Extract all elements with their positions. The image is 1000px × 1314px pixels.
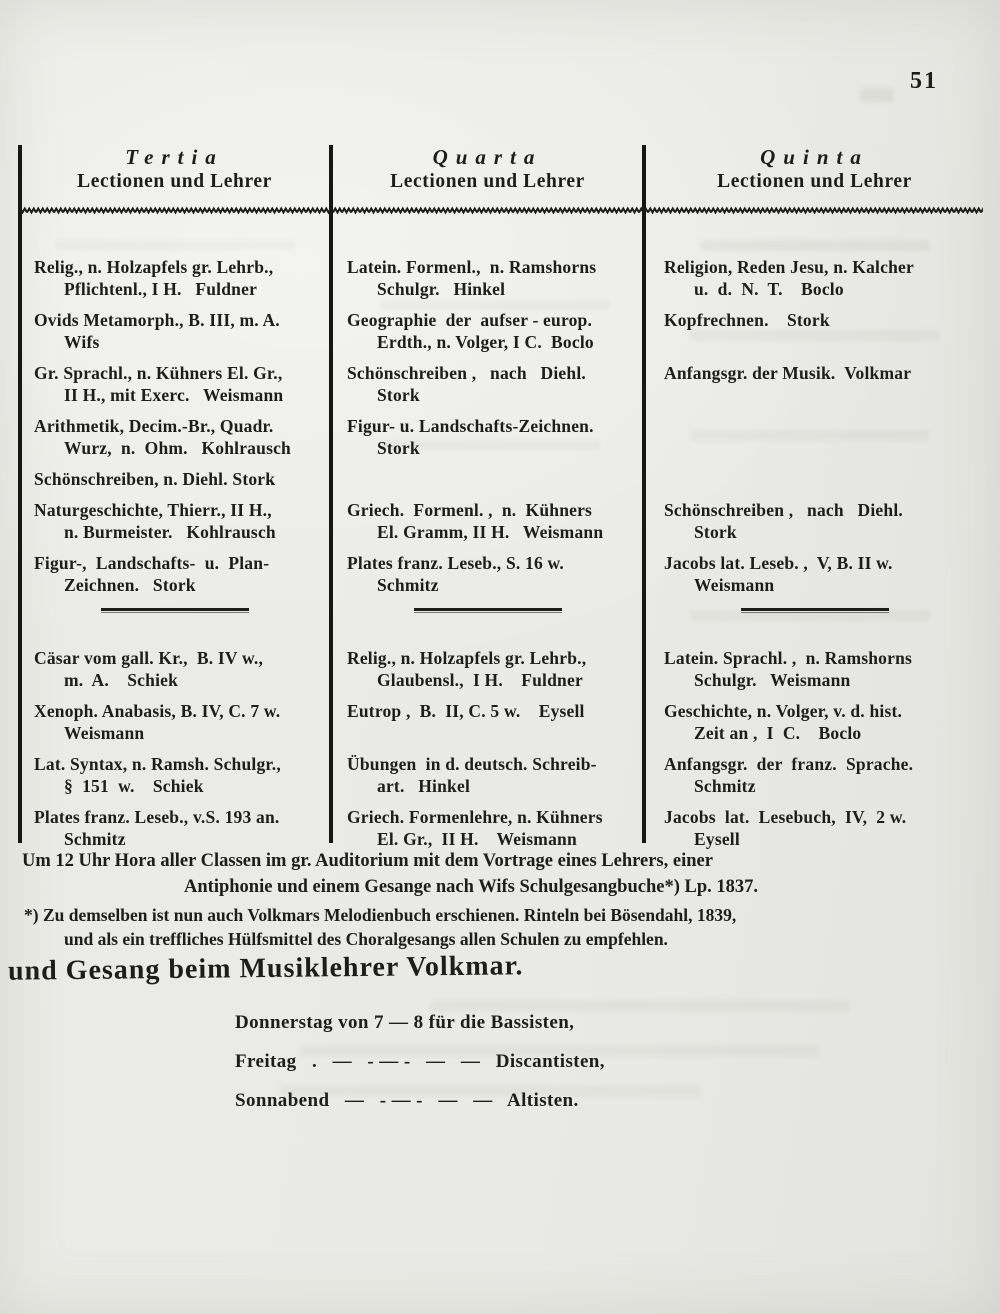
lesson-entry-line: m. A. Schiek <box>64 670 179 690</box>
column-subtitle: Lectionen und Lehrer <box>390 171 585 192</box>
singing-schedule-line: Donnerstag von 7 — 8 für die Bassisten, <box>235 1012 575 1033</box>
lesson-entry-line: Geschichte, n. Volger, v. d. hist. <box>664 701 903 721</box>
lesson-entry-line: Religion, Reden Jesu, n. Kalcher <box>664 257 914 277</box>
bleedthrough-smudge <box>860 88 894 102</box>
lesson-entry-line: Übungen in d. deutsch. Schreib- <box>347 754 597 774</box>
lesson-entry <box>331 647 644 691</box>
lesson-entry-line: Relig., n. Holzapfels gr. Lehrb., <box>347 648 587 668</box>
lesson-entry <box>331 806 644 850</box>
wavy-rule <box>18 205 985 216</box>
lesson-entry <box>331 700 644 744</box>
lesson-entry-line: n. Burmeister. Kohlrausch <box>64 522 276 542</box>
lesson-entry-line: Xenoph. Anabasis, B. IV, C. 7 w. <box>34 701 281 721</box>
column-title: Quarta <box>432 145 543 169</box>
column-title: Quinta <box>760 145 869 169</box>
lesson-entry-line: El. Gramm, II H. Weismann <box>377 522 604 542</box>
lesson-entry-line: Stork <box>694 522 737 542</box>
hora-line: Um 12 Uhr Hora aller Classen im gr. Auditorium mit dem Vortrage eines Lehrers, einer <box>22 851 713 871</box>
lesson-entry <box>18 309 331 353</box>
column-header-quinta <box>644 143 985 193</box>
lesson-entry <box>331 753 644 797</box>
footnote-line: *) Zu demselben ist nun auch Volkmars Melodienbuch erschienen. Rinteln bei Bösendahl, 1839, <box>24 905 737 925</box>
lesson-entry-line: Figur-, Landschafts- u. Plan- <box>34 553 270 573</box>
lesson-entry-line: Jacobs lat. Lesebuch, IV, 2 w. <box>664 807 907 827</box>
lesson-entry <box>644 647 985 691</box>
page-number: 51 <box>910 68 938 94</box>
lesson-entry-line: Anfangsgr. der franz. Sprache. <box>664 754 914 774</box>
lesson-entry-line: Stork <box>377 438 420 458</box>
lesson-entry-line: Anfangsgr. der Musik. Volkmar <box>664 363 912 383</box>
lesson-entry-line: Griech. Formenlehre, n. Kühners <box>347 807 603 827</box>
lesson-entry-line: Plates franz. Leseb., v.S. 193 an. <box>34 807 280 827</box>
lesson-entry-line: Naturgeschichte, Thierr., II H., <box>34 500 272 520</box>
lesson-entry-line: Weismann <box>64 723 145 743</box>
lesson-entry-line: Schmitz <box>64 829 126 849</box>
lesson-entry <box>644 309 985 353</box>
lesson-entry-line: Glaubensl., I H. Fuldner <box>377 670 583 690</box>
lesson-entry-line: Jacobs lat. Leseb. , V, B. II w. <box>664 553 893 573</box>
lesson-entry <box>331 415 644 459</box>
lesson-entry-line: Schönschreiben , nach Diehl. <box>664 500 903 520</box>
lesson-entry-line: Plates franz. Leseb., S. 16 w. <box>347 553 564 573</box>
lesson-entry <box>644 499 985 543</box>
lesson-entry <box>644 552 985 596</box>
footnote-line: und als ein treffliches Hülfsmittel des Choralgesangs allen Schulen zu empfehlen. <box>64 929 668 949</box>
lesson-entry <box>18 468 331 490</box>
lesson-entry <box>18 499 331 543</box>
lesson-entry <box>331 468 644 490</box>
lesson-entry <box>331 309 644 353</box>
lesson-entry-line: Weismann <box>694 575 775 595</box>
lesson-entry <box>18 552 331 596</box>
section-divider <box>18 605 331 638</box>
lesson-entry-line: Griech. Formenl. , n. Kühners <box>347 500 593 520</box>
lesson-entry-line: El. Gr., II H. Weismann <box>377 829 577 849</box>
footnote <box>24 903 969 951</box>
lesson-entry-line: Lat. Syntax, n. Ramsh. Schulgr., <box>34 754 281 774</box>
lesson-entry <box>331 362 644 406</box>
lesson-entry-line: Wifs <box>64 332 100 352</box>
lesson-entry <box>331 256 644 300</box>
hora-note <box>22 848 980 900</box>
lesson-entry-line: Cäsar vom gall. Kr., B. IV w., <box>34 648 264 668</box>
lesson-entry <box>644 753 985 797</box>
lesson-entry <box>18 753 331 797</box>
column-subtitle: Lectionen und Lehrer <box>717 171 912 192</box>
lesson-entry <box>18 415 331 459</box>
lesson-entry-line: Schulgr. Weismann <box>694 670 851 690</box>
lesson-entry-line: Latein. Sprachl. , n. Ramshorns <box>664 648 913 668</box>
lesson-entry-line: Schönschreiben, n. Diehl. Stork <box>34 469 276 489</box>
hora-line: Antiphonie und einem Gesange nach Wifs Schulgesangbuche*) Lp. 1837. <box>184 877 758 897</box>
lesson-entry-line: Schmitz <box>694 776 756 796</box>
lesson-entry <box>18 647 331 691</box>
lesson-entry-line: Gr. Sprachl., n. Kühners El. Gr., <box>34 363 283 383</box>
lesson-entry <box>644 700 985 744</box>
lesson-entry <box>331 499 644 543</box>
singing-schedule <box>235 1003 605 1120</box>
lesson-entry-line: Zeichnen. Stork <box>64 575 196 595</box>
lesson-entry-line: Pflichtenl., I H. Fuldner <box>64 279 258 299</box>
column-subtitle: Lectionen und Lehrer <box>77 171 272 192</box>
lesson-entry <box>644 468 985 490</box>
lesson-entry-line: art. Hinkel <box>377 776 471 796</box>
lesson-entry-line: Zeit an , I C. Boclo <box>694 723 862 743</box>
singing-schedule-line: Sonnabend — - — - — — Altisten. <box>235 1090 579 1111</box>
lesson-entry-line: Schulgr. Hinkel <box>377 279 506 299</box>
column-header-tertia <box>18 143 331 193</box>
lesson-entry-line: Wurz, n. Ohm. Kohlrausch <box>64 438 291 458</box>
lesson-table <box>18 143 985 849</box>
lesson-entry-line: Geographie der aufser - europ. <box>347 310 593 330</box>
lesson-entry <box>644 362 985 406</box>
lesson-entry-line: Schmitz <box>377 575 439 595</box>
lesson-entry-line: Kopfrechnen. Stork <box>664 310 830 330</box>
lesson-entry <box>18 362 331 406</box>
lesson-entry-line: Arithmetik, Decim.-Br., Quadr. <box>34 416 274 436</box>
lesson-entry-line: II H., mit Exerc. Weismann <box>64 385 284 405</box>
section-divider <box>331 605 644 638</box>
singing-schedule-line: Freitag . — - — - — — Discantisten, <box>235 1051 605 1072</box>
lesson-entry <box>18 806 331 850</box>
lesson-entry <box>644 806 985 850</box>
column-header-quarta <box>331 143 644 193</box>
lesson-entry-line: Schönschreiben , nach Diehl. <box>347 363 586 383</box>
lesson-entry-line: u. d. N. T. Boclo <box>694 279 844 299</box>
lesson-entry <box>18 700 331 744</box>
section-divider <box>644 605 985 638</box>
lesson-entry-line: Relig., n. Holzapfels gr. Lehrb., <box>34 257 274 277</box>
lesson-entry <box>644 256 985 300</box>
lesson-entry-line: Eutrop , B. II, C. 5 w. Eysell <box>347 701 585 721</box>
lesson-entry-line: Ovids Metamorph., B. III, m. A. <box>34 310 280 330</box>
lesson-entry <box>644 415 985 459</box>
singing-heading: und Gesang beim Musiklehrer Volkmar. <box>7 950 524 987</box>
lesson-entry <box>331 552 644 596</box>
lesson-entry-line: Latein. Formenl., n. Ramshorns <box>347 257 597 277</box>
lesson-entry-line: § 151 w. Schiek <box>64 776 204 796</box>
column-title: Tertia <box>125 145 224 169</box>
lesson-entry-line: Eysell <box>694 829 740 849</box>
lesson-entry-line: Erdth., n. Volger, I C. Boclo <box>377 332 594 352</box>
lesson-entry-line: Stork <box>377 385 420 405</box>
lesson-entry <box>18 256 331 300</box>
lesson-entry-line: Figur- u. Landschafts-Zeichnen. <box>347 416 594 436</box>
